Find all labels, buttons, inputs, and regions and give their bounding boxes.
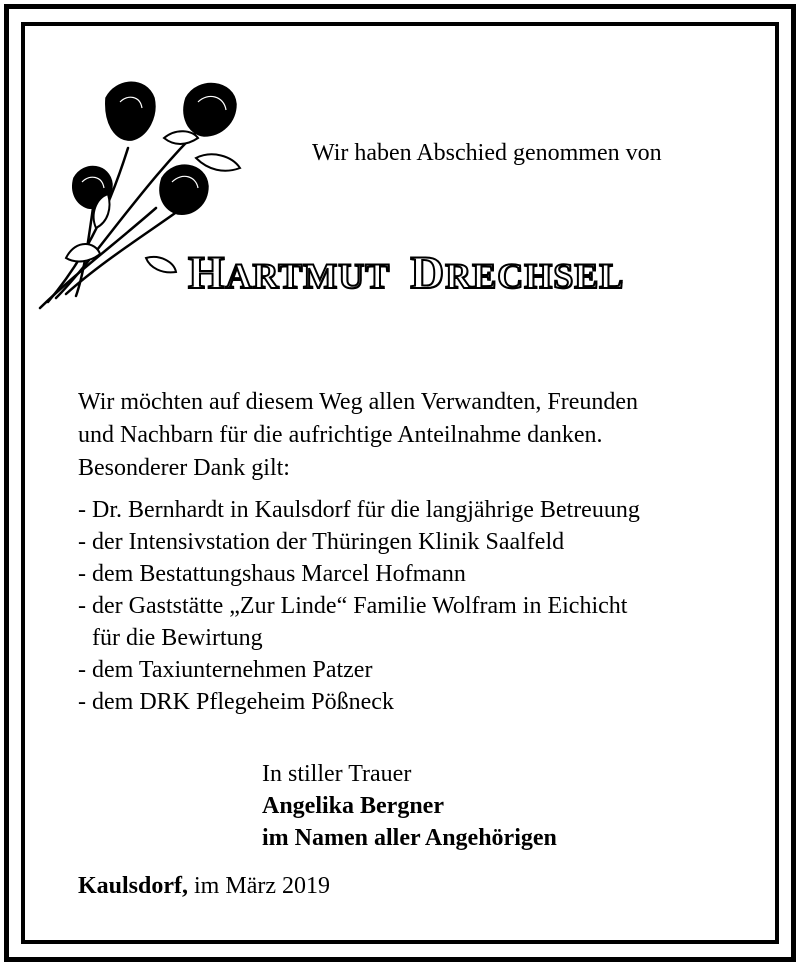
on-behalf-line: im Namen aller Angehörigen <box>262 825 557 851</box>
first-name-rest: ARTMUT <box>225 256 391 296</box>
place-date <box>78 873 330 900</box>
list-item: - der Gaststätte „Zur Linde“ Familie Wolfram in Eichicht <box>78 593 628 619</box>
signer-name: Angelika Bergner <box>262 793 444 819</box>
first-name-initial: H <box>188 247 226 299</box>
last-name-initial: D <box>410 247 446 299</box>
last-name-rest: RECHSEL <box>445 256 625 296</box>
intro-line: Wir haben Abschied genommen von <box>312 140 662 166</box>
list-item: - Dr. Bernhardt in Kaulsdorf für die langjährige Betreuung <box>78 497 640 523</box>
list-item: - der Intensivstation der Thüringen Klinik Saalfeld <box>78 529 565 555</box>
list-item: - dem DRK Pflegeheim Pößneck <box>78 689 394 715</box>
paragraph-line: und Nachbarn für die aufrichtige Anteilnahme danken. <box>78 422 603 448</box>
deceased-name <box>188 246 624 300</box>
list-item: - dem Taxiunternehmen Patzer <box>78 657 373 683</box>
paragraph-line: Wir möchten auf diesem Weg allen Verwandten, Freunden <box>78 389 639 415</box>
thanks-list <box>78 494 640 718</box>
list-item-continuation: für die Bewirtung <box>92 625 263 651</box>
place: Kaulsdorf, <box>78 873 189 899</box>
date: im März 2019 <box>194 873 330 899</box>
thank-you-paragraph <box>78 386 768 452</box>
mourning-line: In stiller Trauer <box>262 761 412 787</box>
list-item: - dem Bestattungshaus Marcel Hofmann <box>78 561 466 587</box>
signature-block <box>262 758 557 854</box>
special-thanks-heading: Besonderer Dank gilt: <box>78 455 290 481</box>
